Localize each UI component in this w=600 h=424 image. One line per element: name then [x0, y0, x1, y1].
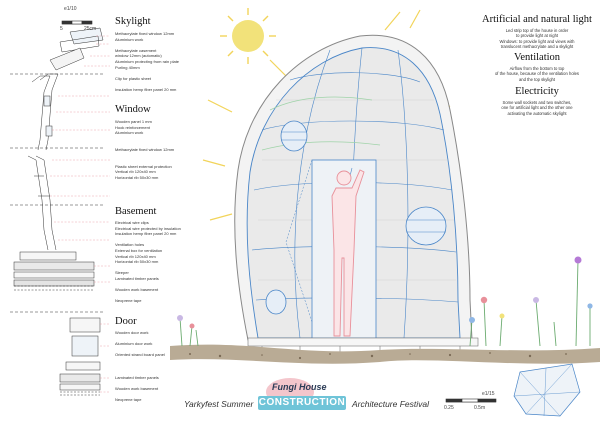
festival-right-text: Architecture Festival: [352, 399, 429, 409]
right-notes-ventilation: Airflow from the bottom to top of the house, because of the ventilation holes and the top skylight: [494, 66, 580, 82]
right-notes-light: Led strip top of the house in order to provide light at night Windows: to provide light and views with translucent methacrylate and a skylight: [499, 28, 575, 50]
bottom-scale-ratio: e1/15: [482, 391, 495, 397]
right-title-ventilation: Ventilation: [513, 52, 561, 63]
bottom-scale-tick-2: 0.5m: [474, 405, 486, 411]
wall-section-detail: [10, 28, 105, 395]
logo-title: Fungi House: [272, 382, 327, 392]
bottom-scale-tick-1: 0.25: [444, 405, 454, 411]
section-notes-skylight: Methacrylate fixed window 12mm Aluminium work Methacrylate casement window 12mm (automatic) Aluminium protecting from rain plate Purling 40mm Clip for plastic sheet Insulation hemp fiber panel 20 mm: [115, 31, 180, 92]
ground: [170, 345, 600, 364]
right-title-light: Artificial and natural light: [482, 14, 592, 25]
right-title-electricity: Electricity: [515, 86, 559, 97]
bottom-scale-bar: [446, 399, 496, 402]
left-scale-length: 25cm: [84, 26, 97, 32]
section-title-door: Door: [115, 316, 137, 327]
right-notes-electricity: Some wall sockets and two switches, one for artificial light and the other one activating the automatic skylight: [501, 100, 573, 116]
section-title-window: Window: [115, 104, 151, 115]
left-scale-zero: 5: [60, 26, 63, 32]
festival-left-text: Yarkyfest Summer: [184, 399, 254, 409]
floor-plan-sketch: [514, 364, 580, 416]
left-scale-ratio: e1/10: [64, 6, 77, 12]
logo-subtitle: CONSTRUCTION: [258, 397, 346, 408]
section-title-basement: Basement: [115, 206, 157, 217]
section-notes-basement: Electrical wire clips Electrical wire protected by insulation Insulation hemp fiber panel 20 mm Ventilation holes External box for ventilation Vertical rib 120x40 mm Horizontal rib 50x30 mm Sleeper Laminated timber panels Wooden work basement Neoprene tape: [115, 220, 181, 304]
left-scale-bar: [62, 21, 92, 24]
section-title-skylight: Skylight: [115, 16, 151, 27]
sun-icon: [220, 8, 276, 64]
section-notes-door: Wooden door work Aluminium door work Oriented strand board panel Laminated timber panels Wooden work basement Neoprene tape: [115, 330, 165, 403]
section-notes-window: Wooden panel 1 mm Hook reinforcement Aluminium work Methacrylate fixed window 12mm Plastic sheet external protection Vertical rib 120x40 mm Horizontal rib 50x30 mm: [115, 119, 175, 180]
